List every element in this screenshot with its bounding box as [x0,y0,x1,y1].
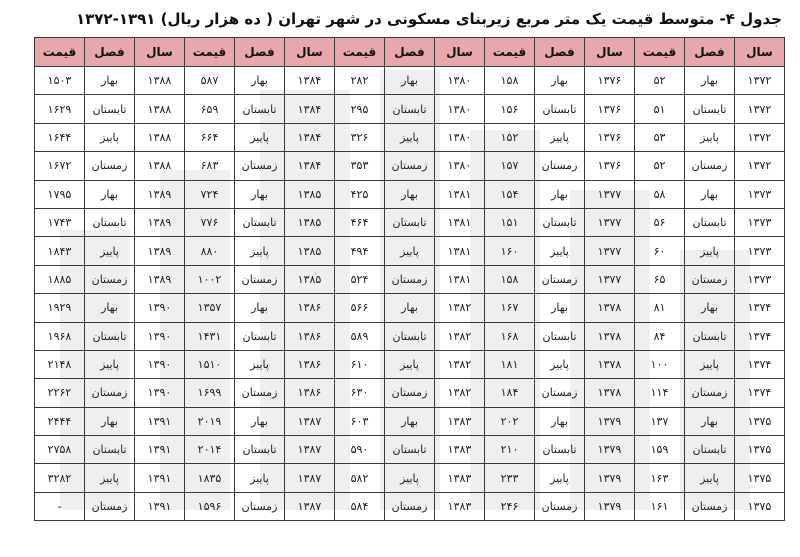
table-cell: ۶۵۹ [185,95,235,123]
table-cell: بهار [535,294,585,322]
table-cell: ۲۹۵ [335,95,385,123]
table-cell: بهار [535,407,585,435]
table-cell: ۱۳۸۰ [435,152,485,180]
table-cell: ۱۶۴۴ [35,123,85,151]
table-cell: پاییز [235,237,285,265]
table-row [35,152,785,180]
table-cell: پاییز [85,123,135,151]
table-cell: ۱۳۷۸ [585,379,635,407]
table-cell: پاییز [385,464,435,492]
table-cell: ۲۴۶ [485,492,535,520]
table-cell: ۱۳۹۰ [135,322,185,350]
table-cell: تابستان [235,436,285,464]
table-cell: پاییز [85,237,135,265]
table-cell: تابستان [685,95,735,123]
table-cell: تابستان [85,95,135,123]
table-cell: ۱۳۷۲ [735,67,785,95]
table-cell: ۶۰۳ [335,407,385,435]
table-cell: ۱۳۷۶ [585,152,635,180]
table-cell: ۵۸۹ [335,322,385,350]
table-row [35,208,785,236]
table-cell: ۱۵۹ [635,436,685,464]
table-cell: پاییز [535,123,585,151]
table-cell: ۱۳۸۴ [285,123,335,151]
table-cell: تابستان [535,322,585,350]
table-cell: ۱۶۹۹ [185,379,235,407]
table-cell: ۳۲۸۲ [35,464,85,492]
table-cell: زمستان [385,492,435,520]
table-cell: ۱۳۷۴ [735,322,785,350]
table-cell: پاییز [685,237,735,265]
table-cell: ۱۳۸۳ [435,492,485,520]
table-cell: ۱۳۷۵ [735,436,785,464]
table-cell: تابستان [385,322,435,350]
table-cell: ۱۳۸۹ [135,237,185,265]
table-row [35,265,785,293]
table-cell: ۱۶۰ [485,237,535,265]
column-header: سال [135,38,185,67]
table-cell: پاییز [385,350,435,378]
table-cell: ۵۲ [635,152,685,180]
table-cell: زمستان [85,152,135,180]
table-cell: ۱۳۷۴ [735,294,785,322]
table-cell: ۱۳۷۴ [735,379,785,407]
table-cell: ۲۱۴۸ [35,350,85,378]
table-cell: پاییز [85,350,135,378]
table-cell: ۶۵ [635,265,685,293]
table-cell: زمستان [85,265,135,293]
table-cell: ۱۸۴ [485,379,535,407]
table-cell: ۱۵۱۰ [185,350,235,378]
table-cell: ۱۳۸۷ [285,407,335,435]
table-cell: ۱۳۸۴ [285,152,335,180]
table-cell: بهار [85,180,135,208]
table-row [35,123,785,151]
table-cell: بهار [685,180,735,208]
table-cell: ۱۳۸۴ [285,95,335,123]
table-cell: بهار [235,180,285,208]
table-cell: ۱۳۸۴ [285,67,335,95]
table-cell: ۱۳۸۷ [285,464,335,492]
column-header: سال [435,38,485,67]
table-cell: ۵۸۲ [335,464,385,492]
table-cell: زمستان [685,152,735,180]
column-header: قیمت [185,38,235,67]
table-cell: زمستان [385,265,435,293]
table-cell: ۱۴۳۱ [185,322,235,350]
table-cell: ۱۳۸۵ [285,208,335,236]
table-cell: ۱۳۸۷ [285,436,335,464]
table-cell: ۱۸۸۵ [35,265,85,293]
table-cell: پاییز [535,464,585,492]
column-header: فصل [235,38,285,67]
column-header: سال [285,38,335,67]
table-cell: ۱۳۸۸ [135,152,185,180]
table-row [35,237,785,265]
table-cell: ۱۳۸۸ [135,67,185,95]
table-cell: ۱۵۴ [485,180,535,208]
table-cell: زمستان [235,492,285,520]
table-cell: پاییز [385,237,435,265]
table-cell: ۶۳۰ [335,379,385,407]
table-cell: بهار [385,180,435,208]
table-row [35,436,785,464]
table-cell: ۱۶۱ [635,492,685,520]
table-cell: تابستان [235,322,285,350]
table-cell: ۱۳۷۵ [735,464,785,492]
table-cell: تابستان [85,208,135,236]
table-cell: تابستان [685,436,735,464]
table-cell: ۱۳۸۵ [285,180,335,208]
table-cell: ۷۷۶ [185,208,235,236]
price-table [34,37,785,521]
table-cell: بهار [535,180,585,208]
table-cell: تابستان [235,208,285,236]
table-cell: بهار [85,67,135,95]
table-cell: ۳۲۶ [335,123,385,151]
table-cell: تابستان [385,436,435,464]
table-cell: زمستان [535,492,585,520]
table-cell: زمستان [235,152,285,180]
table-cell: ۱۵۲ [485,123,535,151]
column-header: سال [585,38,635,67]
table-cell: ۱۷۴۳ [35,208,85,236]
table-cell: ۱۱۴ [635,379,685,407]
table-cell: ۱۳۷۶ [585,67,635,95]
table-cell: ۲۰۲ [485,407,535,435]
table-cell: ۱۵۸ [485,67,535,95]
table-cell: تابستان [535,95,585,123]
table-row [35,407,785,435]
table-cell: زمستان [685,492,735,520]
column-header: فصل [535,38,585,67]
table-cell: پاییز [235,123,285,151]
table-cell: بهار [685,67,735,95]
table-cell: - [35,492,85,520]
table-cell: پاییز [385,123,435,151]
table-cell: ۱۷۹۵ [35,180,85,208]
table-cell: ۶۶۴ [185,123,235,151]
table-cell: ۱۳۷۳ [735,237,785,265]
table-cell: ۷۲۴ [185,180,235,208]
table-cell: ۵۲ [635,67,685,95]
table-cell: ۱۳۸۶ [285,322,335,350]
table-cell: ۵۸۷ [185,67,235,95]
table-cell: ۱۵۷ [485,152,535,180]
table-cell: ۱۳۷۲ [735,95,785,123]
table-cell: پاییز [535,350,585,378]
table-body [35,67,785,521]
table-row [35,492,785,520]
table-cell: ۱۰۰۲ [185,265,235,293]
table-cell: ۱۳۷۵ [735,492,785,520]
table-cell: بهار [385,294,435,322]
table-cell: ۱۳۸۲ [435,379,485,407]
table-cell: ۲۰۱۹ [185,407,235,435]
table-cell: ۱۳۷۷ [585,180,635,208]
table-cell: ۸۴ [635,322,685,350]
table-cell: زمستان [535,379,585,407]
table-cell: ۵۳ [635,123,685,151]
table-cell: تابستان [85,322,135,350]
table-cell: پاییز [235,464,285,492]
header-row [35,38,785,67]
table-cell: بهار [685,407,735,435]
table-cell: ۱۵۱ [485,208,535,236]
table-cell: ۴۶۴ [335,208,385,236]
table-cell: ۱۳۷۷ [585,265,635,293]
table-cell: ۱۳۹۰ [135,294,185,322]
table-cell: ۶۰ [635,237,685,265]
table-cell: زمستان [685,379,735,407]
table-cell: بهار [235,67,285,95]
table-cell: پاییز [685,350,735,378]
table-cell: ۱۸۴۳ [35,237,85,265]
table-cell: ۱۶۳ [635,464,685,492]
table-cell: ۱۳۷۸ [585,294,635,322]
table-cell: ۲۷۵۸ [35,436,85,464]
table-cell: بهار [235,407,285,435]
table-cell: زمستان [85,379,135,407]
table-cell: ۱۳۸۱ [435,180,485,208]
table-cell: ۵۶۶ [335,294,385,322]
table-cell: ۱۳۷۶ [585,123,635,151]
table-cell: ۲۴۴۴ [35,407,85,435]
table-cell: ۵۹۰ [335,436,385,464]
table-cell: ۱۳۸۷ [285,492,335,520]
table-cell: ۳۵۳ [335,152,385,180]
table-cell: زمستان [685,265,735,293]
table-cell: ۱۶۸ [485,322,535,350]
column-header: فصل [85,38,135,67]
column-header: فصل [385,38,435,67]
table-cell: تابستان [235,95,285,123]
table-cell: ۱۳۷ [635,407,685,435]
table-title: جدول ۴- متوسط قیمت یک متر مربع زیربنای مسکونی در شهر تهران ( ده هزار ریال) ۱۳۹۱-۱۳۷۲ [75,10,782,28]
table-cell: ۴۲۵ [335,180,385,208]
column-header: فصل [685,38,735,67]
table-row [35,379,785,407]
table-cell: زمستان [235,265,285,293]
table-cell: ۱۳۷۳ [735,208,785,236]
table-cell: ۵۶ [635,208,685,236]
table-cell: ۱۳۸۵ [285,265,335,293]
table-cell: ۱۳۸۹ [135,180,185,208]
table-cell: ۲۰۱۴ [185,436,235,464]
table-cell: ۱۳۷۷ [585,208,635,236]
table-row [35,95,785,123]
table-cell: ۱۳۹۰ [135,350,185,378]
table-cell: بهار [535,67,585,95]
table-cell: بهار [685,294,735,322]
table-cell: ۱۳۸۱ [435,265,485,293]
table-cell: تابستان [85,436,135,464]
table-cell: ۱۳۷۹ [585,436,635,464]
table-cell: ۱۳۸۳ [435,436,485,464]
table-cell: پاییز [685,123,735,151]
table-cell: ۵۲۴ [335,265,385,293]
table-cell: ۱۳۸۲ [435,350,485,378]
table-cell: ۱۳۹۱ [135,407,185,435]
table-cell: زمستان [535,265,585,293]
table-cell: زمستان [85,492,135,520]
table-cell: ۱۳۷۳ [735,265,785,293]
table-cell: تابستان [535,208,585,236]
table-cell: ۱۵۸ [485,265,535,293]
table-row [35,322,785,350]
table-cell: زمستان [235,379,285,407]
table-cell: بهار [235,294,285,322]
table-cell: ۱۳۸۰ [435,123,485,151]
table-cell: ۱۳۸۰ [435,67,485,95]
table-cell: ۸۸۰ [185,237,235,265]
table-cell: ۱۳۹۱ [135,492,185,520]
table-row [35,350,785,378]
table-cell: ۱۳۷۷ [585,237,635,265]
table-row [35,180,785,208]
column-header: قیمت [485,38,535,67]
table-cell: ۱۵۰۳ [35,67,85,95]
table-cell: ۱۳۸۳ [435,407,485,435]
table-cell: ۱۳۸۰ [435,95,485,123]
table-cell: ۱۳۷۳ [735,180,785,208]
table-cell: پاییز [235,350,285,378]
table-cell: ۱۳۷۴ [735,350,785,378]
table-cell: ۶۱۰ [335,350,385,378]
table-cell: ۱۳۷۹ [585,407,635,435]
table-cell: بهار [85,407,135,435]
table-cell: ۲۲۶۲ [35,379,85,407]
table-cell: ۲۳۳ [485,464,535,492]
table-cell: زمستان [385,152,435,180]
table-row [35,67,785,95]
table-cell: ۱۳۷۸ [585,322,635,350]
column-header: قیمت [35,38,85,67]
table-cell: ۱۳۷۲ [735,123,785,151]
table-cell: ۱۵۶ [485,95,535,123]
table-row [35,464,785,492]
table-cell: پاییز [535,237,585,265]
table-cell: بهار [385,407,435,435]
table-cell: ۴۹۴ [335,237,385,265]
table-cell: ۱۳۵۷ [185,294,235,322]
table-cell: زمستان [385,379,435,407]
table-cell: ۱۳۸۲ [435,322,485,350]
table-cell: ۱۳۷۹ [585,492,635,520]
table-cell: ۱۳۷۵ [735,407,785,435]
table-cell: ۵۸۴ [335,492,385,520]
table-row [35,294,785,322]
table-cell: ۱۰۰ [635,350,685,378]
table-cell: ۲۱۰ [485,436,535,464]
table-cell: ۱۶۷۲ [35,152,85,180]
table-cell: ۱۳۸۹ [135,265,185,293]
table-cell: ۱۳۷۶ [585,95,635,123]
table-cell: ۱۳۹۰ [135,379,185,407]
column-header: قیمت [635,38,685,67]
table-cell: ۵۸ [635,180,685,208]
table-cell: تابستان [385,208,435,236]
table-cell: ۱۳۷۸ [585,350,635,378]
table-cell: ۱۳۷۲ [735,152,785,180]
table-cell: ۶۸۳ [185,152,235,180]
table-cell: ۱۳۸۶ [285,350,335,378]
table-cell: ۵۱ [635,95,685,123]
table-cell: ۱۳۸۳ [435,464,485,492]
table-cell: ۱۹۶۸ [35,322,85,350]
table-cell: ۱۹۲۹ [35,294,85,322]
table-cell: ۱۳۹۱ [135,464,185,492]
column-header: سال [735,38,785,67]
table-cell: پاییز [85,464,135,492]
table-cell: ۱۶۷ [485,294,535,322]
table-cell: تابستان [685,208,735,236]
table-cell: ۲۸۲ [335,67,385,95]
table-cell: پاییز [685,464,735,492]
table-cell: ۱۳۸۹ [135,208,185,236]
table-cell: تابستان [535,436,585,464]
table-cell: ۱۳۹۱ [135,436,185,464]
table-cell: ۱۶۲۹ [35,95,85,123]
table-cell: ۱۳۸۱ [435,208,485,236]
table-cell: ۱۸۳۵ [185,464,235,492]
table-cell: ۱۸۱ [485,350,535,378]
table-cell: ۸۱ [635,294,685,322]
table-cell: ۱۳۸۸ [135,123,185,151]
table-cell: ۱۳۸۲ [435,294,485,322]
table-cell: تابستان [685,322,735,350]
table-cell: ۱۳۸۱ [435,237,485,265]
table-cell: ۱۳۸۵ [285,237,335,265]
table-cell: ۱۵۹۶ [185,492,235,520]
table-cell: ۱۳۸۶ [285,294,335,322]
table-cell: ۱۳۸۸ [135,95,185,123]
table-cell: ۱۳۷۹ [585,464,635,492]
table-cell: تابستان [385,95,435,123]
table-cell: بهار [85,294,135,322]
column-header: قیمت [335,38,385,67]
table-cell: بهار [385,67,435,95]
table-cell: ۱۳۸۶ [285,379,335,407]
table-cell: زمستان [535,152,585,180]
